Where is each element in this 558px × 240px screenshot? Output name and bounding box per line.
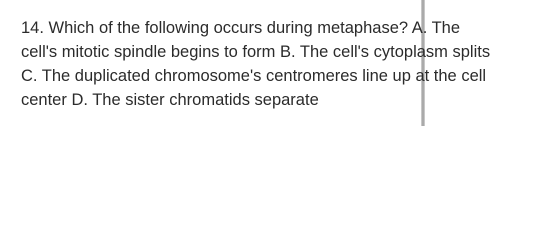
question-text (21, 16, 551, 112)
question-line-3: C. The duplicated chromosome's centromeres line up at the cell (21, 67, 487, 85)
question-line-2: cell's mitotic spindle begins to form B. The cell's cytoplasm splits (21, 43, 491, 61)
question-line-1: 14. Which of the following occurs during metaphase? A. The (21, 19, 461, 37)
question-line-4: center D. The sister chromatids separate (21, 91, 319, 109)
